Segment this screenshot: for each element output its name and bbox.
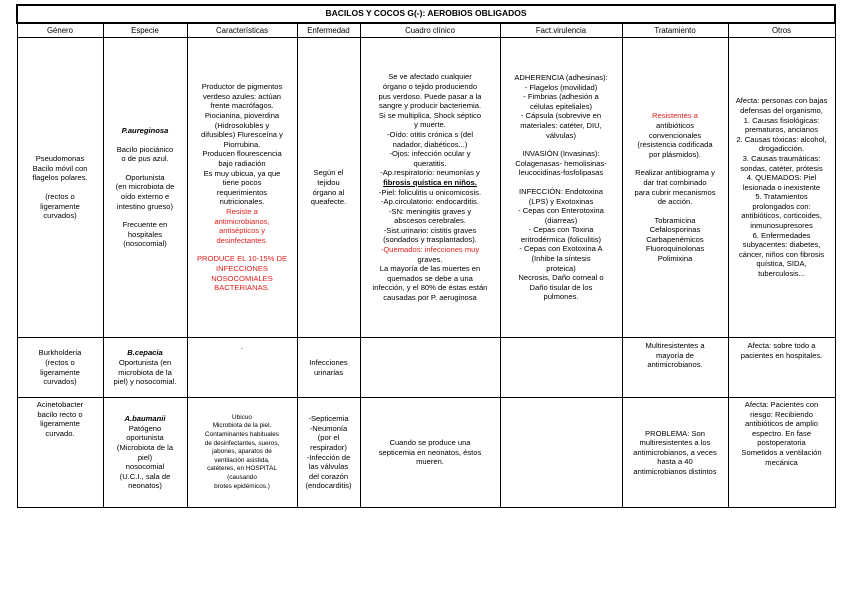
text-line: espectro. En fase <box>751 428 812 438</box>
text-line: - Cápsula (sobrevive en <box>520 111 602 121</box>
text-line: curvados) <box>43 211 77 221</box>
species-name: A.baumanii <box>124 414 166 424</box>
text-line: infección, y el 80% de éstas están <box>372 283 488 293</box>
resistance-note: antisépticos y <box>218 226 265 236</box>
text-line: pulmones. <box>543 292 579 302</box>
drug-name: Cefalosporinas <box>649 225 701 235</box>
text-line: piel) <box>137 452 153 462</box>
text-line: riesgo: Recibiendo <box>750 409 813 419</box>
text-line: Piorrubina. <box>223 139 261 149</box>
text-line: lesionada o inexistente <box>742 182 821 192</box>
text-line: jabones, aparatos de <box>212 448 272 456</box>
text-line: -Ojos: infección ocular y <box>389 149 471 159</box>
text-line: (diarreas) <box>544 215 578 225</box>
text-line: (causando <box>227 473 257 481</box>
text-line: subyacentes: diabetes, <box>742 240 821 250</box>
text-line: Frecuente en <box>122 220 168 230</box>
cell-tratamiento <box>622 38 728 338</box>
text-line: Patógeno <box>128 423 162 433</box>
text-line: -Oído: otitis crónica s (del <box>386 129 474 139</box>
text-line: (rectos o <box>45 357 75 367</box>
table-wrapper <box>16 4 834 508</box>
table-row-pseudomonas <box>17 38 835 338</box>
text-line: -Neumonía <box>309 423 348 433</box>
text-line: órgano al <box>312 187 345 197</box>
text-line: Según el <box>313 168 344 178</box>
text-line: nutricionales. <box>219 197 265 207</box>
cell-enfermedad <box>297 338 360 398</box>
text-line: de acción. <box>657 197 693 207</box>
text-line: ligeramente <box>40 367 80 377</box>
genus-name: Acinetobacter <box>36 400 84 409</box>
cell-otros <box>728 398 835 508</box>
text-line: Afecta: Pacientes con <box>744 400 819 409</box>
drug-name: Carbapenémicos <box>646 234 704 244</box>
text-line: (Inhibe la síntesis <box>531 254 591 264</box>
text-line: (nosocomial) <box>123 239 167 249</box>
text-line: (rectos o <box>45 192 75 201</box>
cell-cuadro <box>360 38 500 338</box>
text-line: mayoría de <box>656 350 694 360</box>
text-line: por plásmidos). <box>649 149 701 159</box>
text-line: antimicrobianos distintos <box>633 466 717 476</box>
text-line: . <box>240 342 244 351</box>
text-line: 5. Tratamientos <box>755 192 808 202</box>
text-line: mecánica <box>765 457 798 467</box>
header-factvir: Fact.virulencia <box>500 23 622 38</box>
header-row <box>17 23 835 38</box>
text-line: Piocianina, pioverdina <box>204 111 280 121</box>
text-line: (en microbiota de <box>115 182 175 192</box>
cell-cuadro <box>360 398 500 508</box>
text-line: -Septicemia <box>308 414 349 424</box>
cell-especie <box>103 338 187 398</box>
text-line: intestino grueso) <box>116 201 174 211</box>
cell-tratamiento <box>622 398 728 508</box>
text-line: brotes epidémicos.) <box>214 482 270 490</box>
text-line: Cuando se produce una <box>389 438 471 448</box>
text-line: nosocomial <box>125 462 165 472</box>
text-line: antibióticos de amplio <box>745 419 819 429</box>
text-line: (Hidrosolubles y <box>214 120 270 130</box>
text-line: Si se multiplica, Shock séptico <box>378 110 482 120</box>
text-line: Multiresistentes a <box>645 341 705 350</box>
text-line: pus verdoso. Puede pasar a la <box>378 91 482 101</box>
cell-factvir <box>500 38 622 338</box>
text-line: ligeramente <box>40 419 80 429</box>
text-line: tiene pocos <box>222 178 262 188</box>
cell-genero <box>17 38 103 338</box>
text-line: Microbiota de la piel. <box>212 422 272 430</box>
text-line: pacientes en hospitales. <box>740 350 823 360</box>
table-row-acinetobacter <box>17 398 835 508</box>
text-line: - Flagelos (movilidad) <box>524 82 598 92</box>
header-tratamiento: Tratamiento <box>622 23 728 38</box>
text-line: bacilo recto o <box>37 409 83 419</box>
cell-factvir <box>500 398 622 508</box>
text-line: postoperatoria <box>757 438 806 448</box>
cell-caracteristicas <box>187 338 297 398</box>
text-line: materiales: catéter, DIU, <box>520 120 602 130</box>
text-line: válvulas) <box>546 130 576 140</box>
text-line: INVASIÓN (Invasinas): <box>522 149 600 159</box>
cell-enfermedad <box>297 398 360 508</box>
text-line: antimicrobianos. <box>647 360 703 370</box>
text-line: (por el <box>317 433 340 443</box>
text-line: convencionales <box>648 130 702 140</box>
species-name: P.aureginosa <box>121 126 169 136</box>
text-line: - Cepas con Exotoxina A <box>519 244 603 254</box>
resistance-note: antimicrobianos, <box>214 216 270 226</box>
text-line: antibióticos, corticoides, <box>741 211 822 221</box>
text-line: Daño tisular de los <box>529 282 593 292</box>
text-line: mueren. <box>416 457 444 467</box>
text-line: 6. Enfermedades <box>752 230 811 240</box>
text-line: quística, SIDA, <box>756 259 807 269</box>
drug-name: Tobramicina <box>654 215 696 225</box>
text-line: ventilación asistida, <box>214 456 270 464</box>
text-line: Bacilo piociánico <box>116 144 174 154</box>
text-line: queratitis. <box>413 158 447 168</box>
text-line: (endocarditis) <box>305 481 352 491</box>
cell-otros <box>728 338 835 398</box>
text-line: Se ve afectado cualquier <box>388 72 472 82</box>
text-line: ADHERENCIA (adhesinas): <box>514 72 608 82</box>
text-line: requerimientos <box>216 187 268 197</box>
text-line: curvados) <box>43 377 77 387</box>
text-line: difusibles) Fluresceína y <box>201 130 283 140</box>
text-line: tejidou <box>317 177 340 187</box>
text-line: sangre y producir bacteriemia. <box>378 101 482 111</box>
text-line: -SN: meningitis graves y <box>388 206 472 216</box>
text-line: causadas por P. aeruginosa <box>383 293 477 303</box>
cell-especie <box>103 38 187 338</box>
text-line: Infecciones <box>309 357 348 367</box>
text-line: eritrodérmica (foliculitis) <box>520 234 602 244</box>
text-line: tuberculosis... <box>758 269 805 279</box>
cell-caracteristicas <box>187 398 297 508</box>
text-line: Producen flourescencia <box>202 149 282 159</box>
text-line: Oportunista <box>125 172 165 182</box>
text-line: (U.C.I., sala de <box>119 471 171 481</box>
text-line: órgano o tejido produciendo <box>382 81 478 91</box>
text-line: sondas, catéter, prótesis <box>740 163 823 173</box>
cell-otros <box>728 38 835 338</box>
text-line: o de pus azul. <box>121 154 169 164</box>
text-line: las válvulas <box>308 462 349 472</box>
text-line: 3. Causas traumáticas: <box>742 153 821 163</box>
text-line: abscesos cerebrales. <box>394 216 466 226</box>
text-line: cáncer, niños con fibrosis <box>738 249 825 259</box>
text-line: Necrosis, Daño corneal o <box>518 273 604 283</box>
text-line: bajo radiación <box>218 159 266 169</box>
text-line: -Ap.circulatorio: endocarditis. <box>381 197 479 207</box>
text-line: ligeramente <box>40 201 80 211</box>
text-line: hasta a 40 <box>657 457 693 467</box>
text-line: defensas del organismo, <box>740 105 823 115</box>
header-enfermedad: Enfermedad <box>297 23 360 38</box>
text-line: curvado. <box>45 428 75 438</box>
text-line: urinarias <box>313 367 344 377</box>
header-cuadro: Cuadro clínico <box>360 23 500 38</box>
text-line: proteica) <box>546 263 576 273</box>
text-line: flagelos polares. <box>32 173 88 183</box>
text-line: -Sist.urinario: cistitis graves <box>383 225 477 235</box>
resistance-note: Resiste a <box>226 206 258 216</box>
cell-genero <box>17 398 103 508</box>
cell-caracteristicas <box>187 38 297 338</box>
text-line: oportunista <box>126 433 164 443</box>
text-line: leucocidinas-fosfolipasas <box>518 168 604 178</box>
text-line: prematuros, ancianos <box>745 125 819 135</box>
text-line: 2. Causas tóxicas: alcohol, <box>736 134 827 144</box>
text-line: microbiota de la <box>118 367 172 377</box>
text-line: Oportunista (en <box>118 357 172 367</box>
genus-name: Pseudomonas <box>35 154 85 164</box>
text-line: para cubrir mecanismos <box>634 187 716 197</box>
text-line: inmunosupresores <box>750 221 813 231</box>
cell-especie <box>103 398 187 508</box>
text-line: (sondados y trasplantados). <box>383 235 477 245</box>
text-line: antimicrobianos, a veces <box>633 447 717 457</box>
text-line: Afecta: personas con bajas <box>735 96 828 106</box>
text-line: (Microbiota de la <box>116 442 174 452</box>
header-otros: Otros <box>728 23 835 38</box>
text-line: Resistentes a <box>651 111 698 121</box>
nosocomial-note: PRODUCE EL 10-15% DE <box>196 254 288 264</box>
text-line: -Infección de <box>306 452 351 462</box>
text-line: respirador) <box>310 442 347 452</box>
text-line: oído externo e <box>120 192 170 201</box>
text-line: hospitales <box>127 229 163 239</box>
drug-name: Fluoroquinolonas <box>645 244 705 254</box>
text-line: Realizar antibiograma y <box>635 168 715 178</box>
cell-tratamiento <box>622 338 728 398</box>
text-line: fibrosis quística en niños. <box>383 177 477 187</box>
text-line: células epiteliales) <box>529 101 593 111</box>
text-line: de desinfectantes, sueros, <box>204 439 280 447</box>
text-line: neonatos) <box>128 481 162 491</box>
text-line: PROBLEMA: Son <box>645 428 705 438</box>
text-line: drogadicción. <box>758 144 805 154</box>
cell-cuadro <box>360 338 500 398</box>
header-caracteristicas: Características <box>187 23 297 38</box>
text-line: INFECCIÓN: Endotoxina <box>519 186 603 196</box>
cell-enfermedad <box>297 38 360 338</box>
text-line: piel) y nosocomial. <box>113 377 177 387</box>
text-line: -Piel: foliculitis u onicomicosis. <box>378 187 482 197</box>
text-line: y muerte. <box>414 120 446 130</box>
text-line: del corazón <box>308 471 349 481</box>
text-line: antibióticos <box>656 120 694 130</box>
text-line: (LPS) y Exotoxinas <box>528 196 594 206</box>
nosocomial-note: NOSOCOMIALES <box>211 273 273 283</box>
text-line: catéteres, en HOSPITAL <box>207 465 277 473</box>
header-genero: Género <box>17 23 103 38</box>
text-line: prolongados con: <box>752 201 811 211</box>
text-line: Bacilo móvil con <box>32 163 88 173</box>
cell-genero <box>17 338 103 398</box>
text-line: verdeso azules: actúan <box>202 91 282 101</box>
text-line: nadador, diabéticos...) <box>392 139 468 149</box>
text-line: Afecta: sobre todo a <box>747 341 816 350</box>
text-line: (resistencia codificada <box>637 140 713 150</box>
text-line: quemados se debe a una <box>387 273 473 283</box>
genus-name: Burkholderia <box>38 348 82 358</box>
text-line: Colagenasas- hemolisinas- <box>515 158 607 168</box>
text-line: queafecte. <box>310 197 347 207</box>
nosocomial-note: BACTERIANAS. <box>214 283 270 293</box>
table-title: BACILOS Y COCOS G(-): AEROBIOS OBLIGADOS <box>17 5 835 23</box>
text-line: multiresistentes a los <box>639 438 711 448</box>
bacteria-table <box>16 4 836 508</box>
text-line: Ubicuo <box>232 413 252 421</box>
species-name: B.cepacia <box>127 348 163 358</box>
drug-name: Polimixina <box>657 254 693 264</box>
text-line: Es muy ubicua, ya que <box>203 168 281 178</box>
text-line: - Cepas con Toxina <box>528 225 594 235</box>
cell-factvir <box>500 338 622 398</box>
text-line: septicemia en neonatos, éstos <box>378 447 482 457</box>
resistance-note: desinfectantes. <box>216 235 268 245</box>
text-line: Productor de pigmentos <box>201 82 283 92</box>
text-line: -Ap.respiratorio: neumonías y <box>380 168 480 178</box>
text-line: graves. <box>417 254 443 264</box>
text-line: 4. QUEMADOS: Piel <box>746 173 817 183</box>
header-especie: Especie <box>103 23 187 38</box>
text-line: La mayoría de las muertes en <box>379 264 481 274</box>
text-line: Sometidos a ventilación <box>741 447 822 457</box>
nosocomial-note: INFECCIONES <box>216 263 268 273</box>
text-line: dar trat combinado <box>643 177 707 187</box>
text-line: - Cepas con Enterotoxina <box>518 206 604 216</box>
text-line: 1. Causas fisiológicas: <box>743 115 820 125</box>
text-line: frente macrófagos. <box>210 101 274 111</box>
text-line: Contaminantes habituales <box>205 431 279 439</box>
text-line: - Fimbrias (adhesión a <box>523 92 599 102</box>
table-row-burkholderia <box>17 338 835 398</box>
text-line: -Quemados: infecciones muy <box>380 245 480 255</box>
